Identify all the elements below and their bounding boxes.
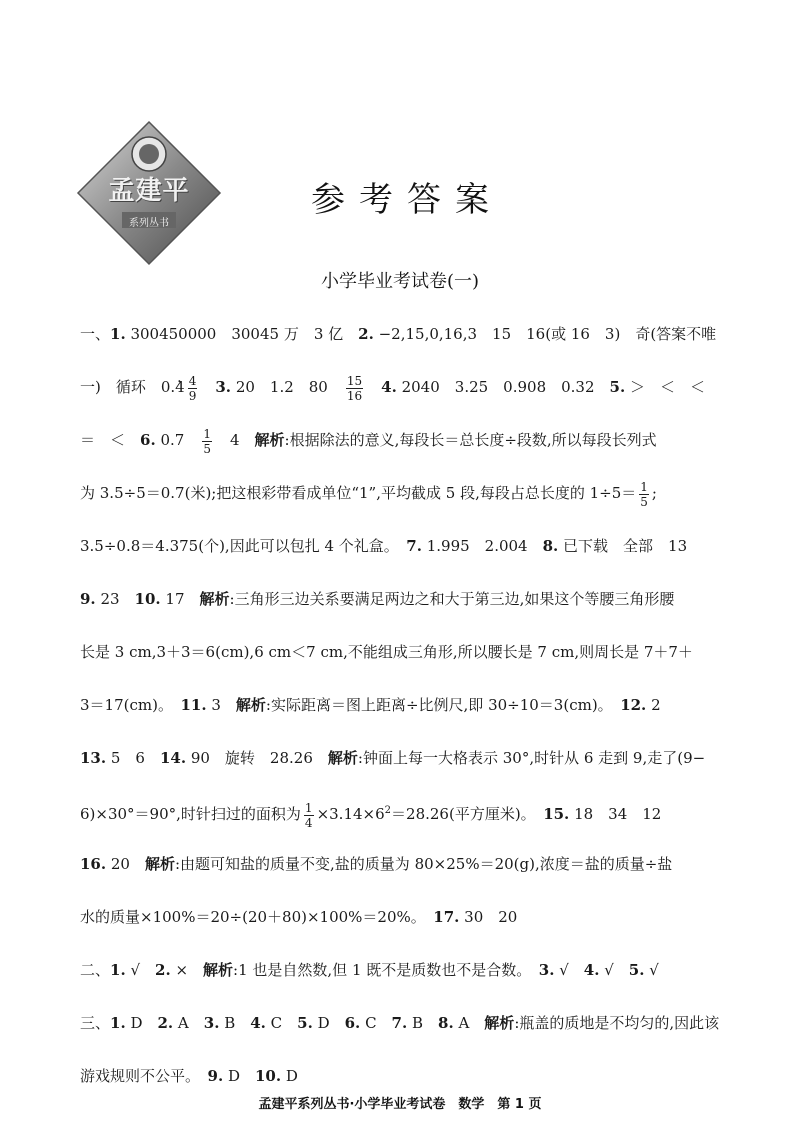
answer-text: × xyxy=(170,961,204,979)
answer-line xyxy=(80,687,730,740)
answer-text: B xyxy=(407,1014,439,1032)
answer-line xyxy=(80,846,730,899)
answer-text: 一、 xyxy=(80,325,111,343)
analysis-label: 解析 xyxy=(199,590,230,608)
answer-text: 游戏规则不公平。 xyxy=(80,1067,208,1085)
question-number: 6. xyxy=(140,431,156,449)
answer-line xyxy=(80,899,730,952)
question-number: 3. xyxy=(215,378,232,396)
answer-text: ×3.14×6 xyxy=(316,805,385,823)
answer-text: 300450000 30045 万 3 亿 xyxy=(125,325,359,343)
answer-text: 长是 3 cm,3＋3＝6(cm),6 cm＜7 cm,不能组成三角形,所以腰长是 7 cm,则周长是 7＋7＋ xyxy=(80,643,693,661)
question-number: 5. xyxy=(628,961,645,979)
repeating-digit: · 4 xyxy=(175,378,185,396)
question-number: 5. xyxy=(297,1014,313,1032)
question-number: 15. xyxy=(543,805,570,823)
answer-text: √ xyxy=(644,961,659,979)
answer-text: :钟面上每一大格表示 30°,时针从 6 走到 9,走了(9− xyxy=(357,749,706,767)
question-number: 9. xyxy=(80,590,96,608)
answer-text xyxy=(366,378,381,396)
question-number: 8. xyxy=(542,537,559,555)
logo-brand-text: 孟建平 xyxy=(108,176,190,206)
question-number: 11. xyxy=(180,696,207,714)
question-number: 3. xyxy=(538,961,555,979)
answer-text: 3.5÷0.8＝4.375(个),因此可以包扎 4 个礼盒。 xyxy=(80,537,407,555)
answer-text: 18 34 12 xyxy=(569,805,662,823)
question-number: 4. xyxy=(250,1014,266,1032)
question-number: 12. xyxy=(620,696,647,714)
answer-text: :1 也是自然数,但 1 既不是质数也不是合数。 xyxy=(233,961,539,979)
answer-text: A xyxy=(453,1014,485,1032)
answer-line xyxy=(80,316,730,369)
answer-text: √ xyxy=(125,961,156,979)
exam-subtitle: 小学毕业考试卷(一) xyxy=(320,271,480,292)
answer-text: 3＝17(cm)。 xyxy=(80,696,181,714)
question-number: 4. xyxy=(583,961,600,979)
answer-line xyxy=(80,369,730,422)
question-number: 2. xyxy=(157,1014,174,1032)
question-number: 10. xyxy=(134,590,161,608)
question-number: 1. xyxy=(110,1014,126,1032)
fraction: $\frac{15}{16}$ xyxy=(346,373,363,403)
question-number: 2. xyxy=(155,961,171,979)
answer-line xyxy=(80,793,730,846)
answer-text: −2,15,0,16,3 15 16(或 16 3) 奇(答案不唯 xyxy=(373,325,717,343)
analysis-label: 解析 xyxy=(484,1014,515,1032)
answer-text: 为 3.5÷5＝0.7(米);把这根彩带看成单位“1”,平均截成 5 段,每段占总长度的 1÷5＝ xyxy=(80,484,637,502)
answer-line xyxy=(80,952,730,1005)
analysis-label: 解析 xyxy=(254,431,285,449)
question-number: 14. xyxy=(159,749,187,767)
question-number: 9. xyxy=(207,1067,224,1085)
answer-line xyxy=(80,422,730,475)
analysis-label: 解析 xyxy=(327,749,358,767)
answer-line xyxy=(80,634,730,687)
answer-text: :由题可知盐的质量不变,盐的质量为 80×25%＝20(g),浓度＝盐的质量÷盐 xyxy=(174,855,673,873)
logo-series-text: 系列丛书 xyxy=(129,218,169,229)
answer-text: 一) 循环 0. xyxy=(80,378,176,396)
question-number: 1. xyxy=(110,961,126,979)
question-number: 16. xyxy=(80,855,107,873)
answer-text: 水的质量×100%＝20÷(20＋80)×100%＝20%。 xyxy=(80,908,434,926)
page-footer: 孟建平系列丛书·小学毕业考试卷 数学 第 1 页 xyxy=(258,1097,542,1112)
question-number: 17. xyxy=(433,908,460,926)
answer-text: 已下载 全部 13 xyxy=(558,537,688,555)
answer-text: D xyxy=(125,1014,158,1032)
answer-text: ; xyxy=(651,484,657,502)
answer-text: ＝ ＜ xyxy=(80,431,141,449)
answer-text: :根据除法的意义,每段长＝总长度÷段数,所以每段长列式 xyxy=(284,431,657,449)
fraction: $\frac{4}{9}$ xyxy=(188,373,197,403)
exponent: 2 xyxy=(384,805,392,816)
question-number: 8. xyxy=(438,1014,454,1032)
question-number: 5. xyxy=(609,378,626,396)
fraction: $\frac{1}{4}$ xyxy=(304,800,313,830)
question-number: 2. xyxy=(358,325,374,343)
answer-text: :瓶盖的质地是不均匀的,因此该 xyxy=(514,1014,720,1032)
answer-text: 2040 3.25 0.908 0.32 xyxy=(396,378,610,396)
answer-line xyxy=(80,581,730,634)
answer-text: D xyxy=(281,1067,298,1085)
analysis-label: 解析 xyxy=(203,961,234,979)
question-number: 1. xyxy=(110,325,126,343)
answer-text: 20 1.2 80 xyxy=(231,378,343,396)
answer-text: ＝28.26(平方厘米)。 xyxy=(391,805,544,823)
answer-text: 5 6 xyxy=(106,749,160,767)
answer-text: B xyxy=(219,1014,251,1032)
answer-text: :三角形三边关系要满足两边之和大于第三边,如果这个等腰三角形腰 xyxy=(229,590,675,608)
question-number: 7. xyxy=(406,537,422,555)
answer-text: :实际距离＝图上距离÷比例尺,即 30÷10＝3(cm)。 xyxy=(265,696,621,714)
fraction: $\frac{1}{5}$ xyxy=(203,426,211,456)
answer-text: D xyxy=(312,1014,345,1032)
answer-text: 三、 xyxy=(80,1014,111,1032)
answer-text: 4 xyxy=(214,431,255,449)
answer-text: 90 旋转 28.26 xyxy=(186,749,328,767)
answer-text: 二、 xyxy=(80,961,111,979)
answer-text: √ xyxy=(599,961,629,979)
answer-text xyxy=(200,378,215,396)
answer-text: 20 xyxy=(106,855,145,873)
answer-line xyxy=(80,740,730,793)
analysis-label: 解析 xyxy=(235,696,266,714)
page-title: 参考答案 xyxy=(311,180,503,220)
answer-text: √ xyxy=(554,961,584,979)
answer-text: 17 xyxy=(160,590,200,608)
answer-line xyxy=(80,528,730,581)
question-number: 10. xyxy=(254,1067,282,1085)
answer-text: D xyxy=(223,1067,255,1085)
answer-text: A xyxy=(173,1014,204,1032)
answer-content xyxy=(80,316,730,1111)
answer-line xyxy=(80,1005,730,1058)
answer-text: 2 xyxy=(646,696,661,714)
answer-text: 23 xyxy=(95,590,135,608)
question-number: 3. xyxy=(203,1014,220,1032)
answer-text: 1.995 2.004 xyxy=(421,537,543,555)
answer-line xyxy=(80,475,730,528)
question-number: 4. xyxy=(381,378,397,396)
question-number: 7. xyxy=(391,1014,408,1032)
analysis-label: 解析 xyxy=(144,855,175,873)
question-number: 13. xyxy=(80,749,107,767)
answer-text: 0.7 xyxy=(155,431,200,449)
answer-text: C xyxy=(360,1014,392,1032)
fraction: $\frac{1}{5}$ xyxy=(640,479,648,509)
question-number: 6. xyxy=(344,1014,361,1032)
answer-text: 3 xyxy=(206,696,236,714)
answer-text: ＞ ＜ ＜ xyxy=(625,378,705,396)
answer-text: 6)×30°＝90°,时针扫过的面积为 xyxy=(80,805,301,823)
answer-text: C xyxy=(265,1014,298,1032)
answer-text: 30 20 xyxy=(459,908,518,926)
